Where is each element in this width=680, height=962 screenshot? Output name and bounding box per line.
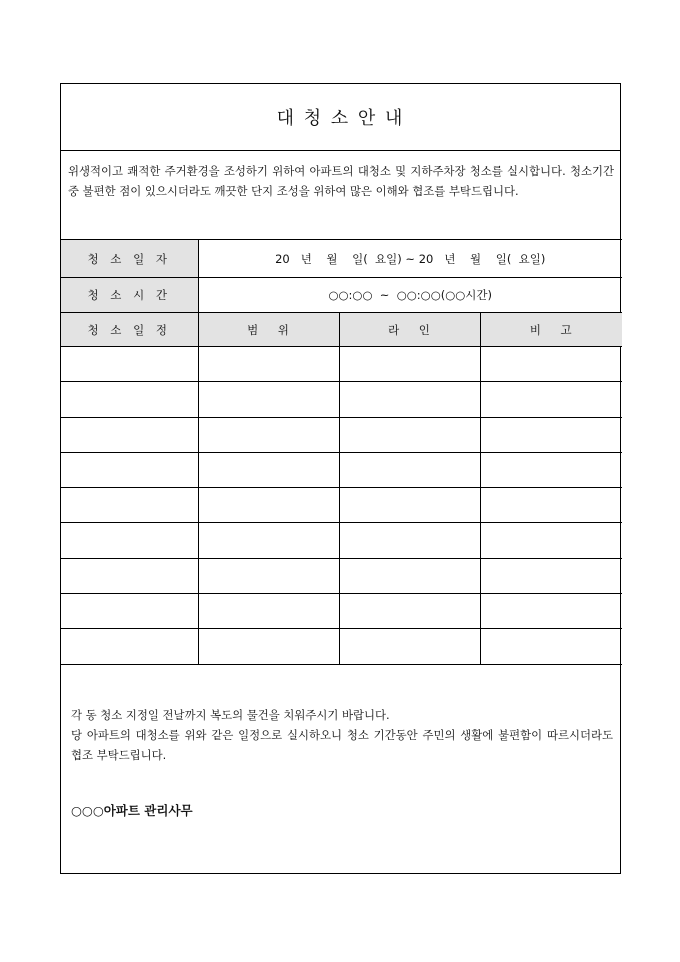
table-cell[interactable]: [198, 488, 339, 523]
table-cell[interactable]: [339, 523, 480, 558]
schedule-table: [61, 239, 622, 665]
table-row: [61, 523, 622, 558]
table-cell[interactable]: [339, 347, 480, 382]
table-cell[interactable]: [480, 594, 622, 629]
schedule-header-row: [61, 313, 622, 347]
table-cell[interactable]: [198, 347, 339, 382]
table-row: [61, 558, 622, 593]
table-cell[interactable]: [480, 452, 622, 487]
table-row: [61, 594, 622, 629]
date-row: [61, 240, 622, 278]
intro-paragraph: 위생적이고 쾌적한 주거환경을 조성하기 위하여 아파트의 대청소 및 지하주차장 청소를 실시합니다. 청소기간 중 불편한 점이 있으시더라도 깨끗한 단지 조성을 위하여 많은 이해와 협조를 부탁드립니다.: [68, 164, 614, 198]
footer-section: [61, 665, 620, 821]
footer-notice-line2: 당 아파트의 대청소를 위와 같은 일정으로 실시하오니 청소 기간동안 주민의 생활에 불편함이 따르시더라도 협조 부탁드립니다.: [71, 727, 613, 762]
table-cell[interactable]: [61, 452, 198, 487]
table-cell[interactable]: [61, 347, 198, 382]
table-cell[interactable]: [339, 629, 480, 664]
table-cell[interactable]: [480, 347, 622, 382]
table-cell[interactable]: [339, 382, 480, 417]
table-cell[interactable]: [61, 523, 198, 558]
time-value: ○○:○○ ~ ○○:○○(○○시간): [198, 278, 622, 313]
table-cell[interactable]: [198, 452, 339, 487]
table-cell[interactable]: [61, 382, 198, 417]
footer-notice-line1: 각 동 청소 지정일 전날까지 복도의 물건을 치워주시기 바랍니다.: [71, 707, 390, 722]
table-cell[interactable]: [61, 594, 198, 629]
page-title: 대 청 소 안 내: [276, 108, 405, 129]
table-cell[interactable]: [480, 629, 622, 664]
notice-document: [60, 83, 621, 874]
time-label: 청 소 시 간: [61, 278, 198, 313]
table-cell[interactable]: [339, 488, 480, 523]
table-row: [61, 382, 622, 417]
table-cell[interactable]: [198, 629, 339, 664]
table-cell[interactable]: [339, 417, 480, 452]
table-row: [61, 452, 622, 487]
table-cell[interactable]: [480, 382, 622, 417]
table-cell[interactable]: [61, 629, 198, 664]
table-cell[interactable]: [198, 594, 339, 629]
table-cell[interactable]: [198, 558, 339, 593]
column-header-range: 범 위: [198, 313, 339, 347]
date-value: 20 년 월 일( 요일) ~ 20 년 월 일( 요일): [198, 240, 622, 278]
table-row: [61, 488, 622, 523]
title-section: [61, 84, 620, 151]
schedule-label: 청 소 일 정: [61, 313, 198, 347]
table-cell[interactable]: [61, 488, 198, 523]
column-header-line: 라 인: [339, 313, 480, 347]
table-cell[interactable]: [198, 417, 339, 452]
table-cell[interactable]: [480, 558, 622, 593]
table-row: [61, 629, 622, 664]
table-cell[interactable]: [339, 594, 480, 629]
time-row: [61, 278, 622, 313]
table-cell[interactable]: [61, 558, 198, 593]
table-cell[interactable]: [61, 417, 198, 452]
date-label: 청 소 일 자: [61, 240, 198, 278]
table-cell[interactable]: [198, 382, 339, 417]
table-row: [61, 417, 622, 452]
table-cell[interactable]: [480, 417, 622, 452]
column-header-note: 비 고: [480, 313, 622, 347]
table-cell[interactable]: [339, 558, 480, 593]
table-row: [61, 347, 622, 382]
signature: ○○○아파트 관리사무: [71, 802, 193, 818]
table-cell[interactable]: [480, 523, 622, 558]
table-cell[interactable]: [198, 523, 339, 558]
table-cell[interactable]: [480, 488, 622, 523]
table-cell[interactable]: [339, 452, 480, 487]
